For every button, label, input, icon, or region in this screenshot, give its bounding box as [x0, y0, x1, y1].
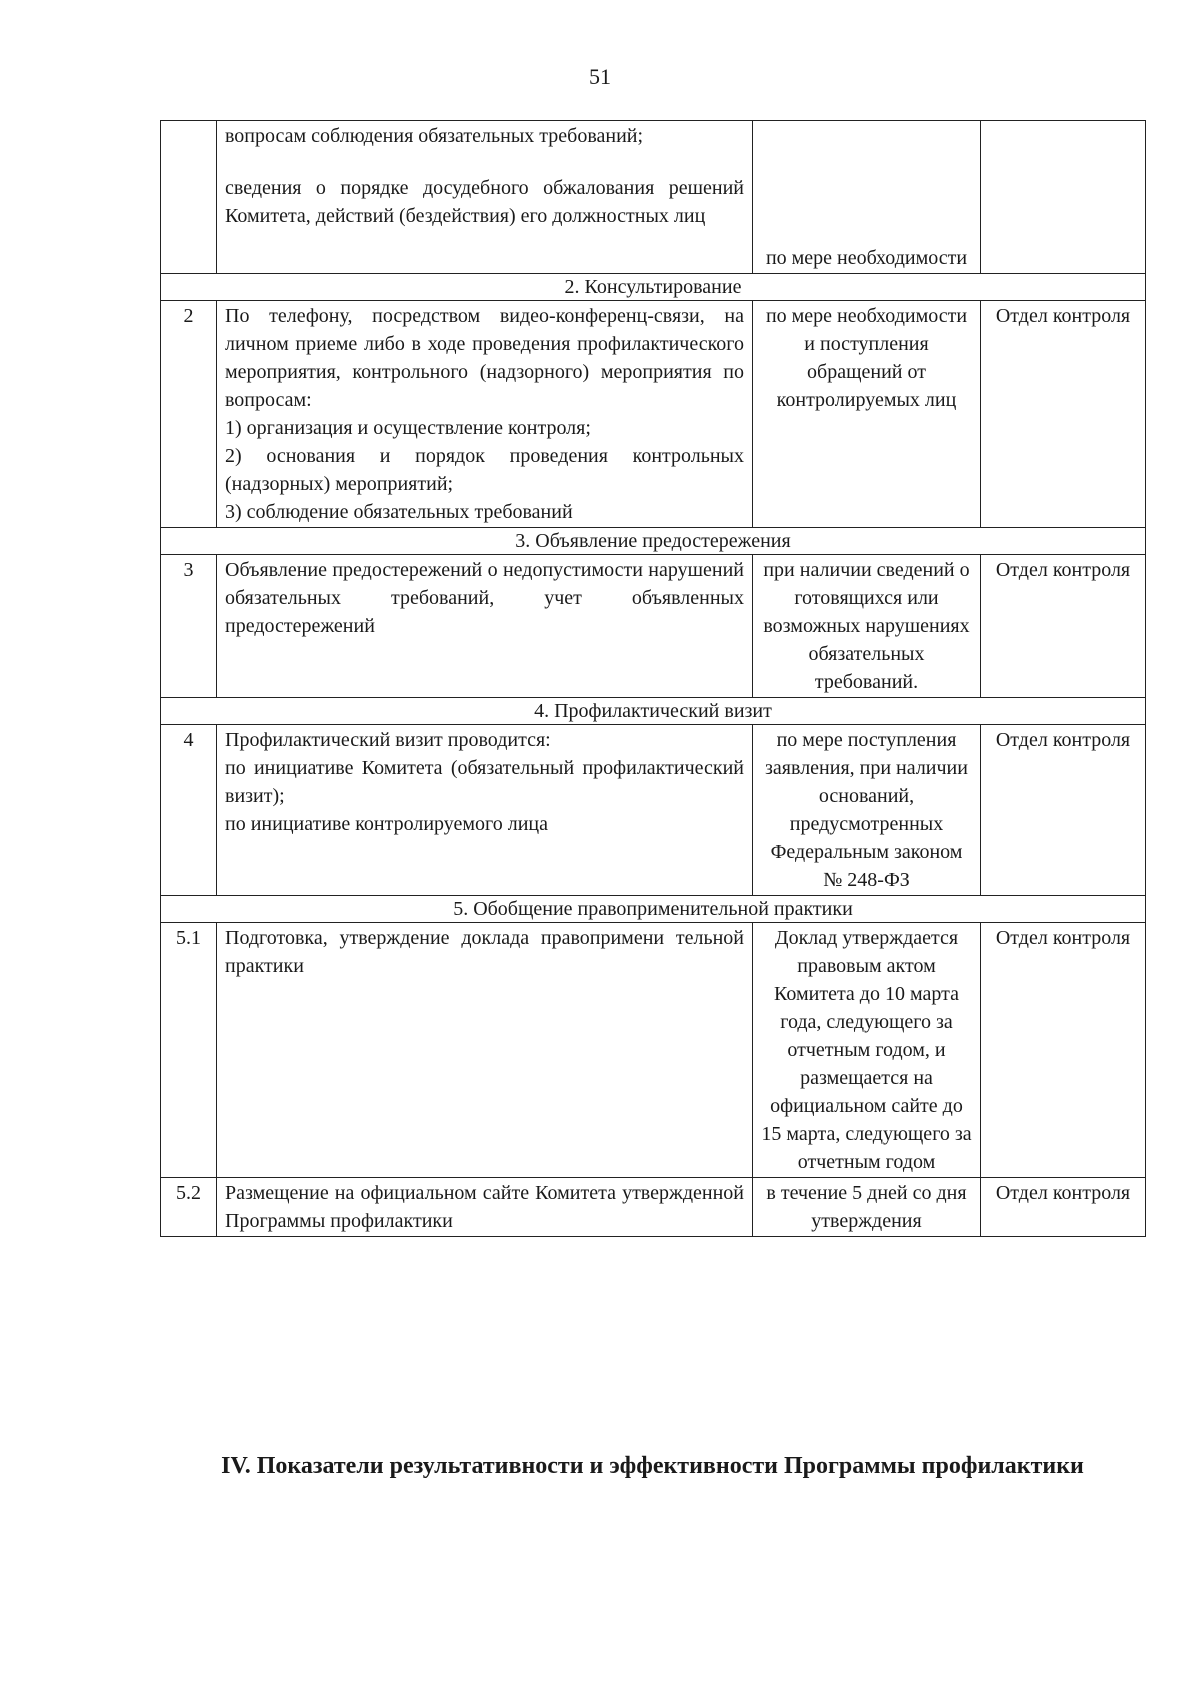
row-term: Доклад утверждается правовым актом Комитета до 10 марта года, следующего за отчетным годом, и размещается на официальном сайте до 15 марта, следующего за отчетным годом: [753, 923, 981, 1178]
row-description: [217, 923, 753, 1178]
table-row: [161, 923, 1146, 1178]
row-responsible: Отдел контроля: [981, 555, 1146, 698]
measures-table: [160, 120, 1145, 1237]
row-term: при наличии сведений о готовящихся или возможных нарушениях обязательных требований.: [753, 555, 981, 698]
table-row: [161, 1178, 1146, 1237]
section-heading: IV. Показатели результативности и эффективности Программы профилактики: [221, 1453, 1084, 1479]
section-title: 4. Профилактический визит: [161, 698, 1146, 725]
row-term: по мере необходимости и поступления обращений от контролируемых лиц: [753, 301, 981, 528]
description-item: по инициативе контролируемого лица: [225, 813, 549, 835]
continuation-line: сведения о порядке досудебного обжалования решений Комитета, действий (бездействия) его должностных лиц: [225, 177, 744, 227]
description-text: Размещение на официальном сайте Комитета утвержденной Программы профилактики: [225, 1182, 744, 1232]
row-number: 5.2: [161, 1178, 217, 1237]
section-title-row: [161, 896, 1146, 923]
description-item: по инициативе Комитета (обязательный профилактический визит);: [225, 757, 744, 807]
description-item: 3) соблюдение обязательных требований: [225, 501, 573, 523]
description-text: Подготовка, утверждение доклада правопримени тельной практики: [225, 927, 744, 977]
continuation-line: вопросам соблюдения обязательных требований;: [225, 125, 644, 147]
description-text: Объявление предостережений о недопустимости нарушений обязательных требований, учет объявленных предостережений: [225, 559, 744, 637]
row-number: 5.1: [161, 923, 217, 1178]
row-description: [217, 1178, 753, 1237]
table-row: [161, 555, 1146, 698]
row-responsible: Отдел контроля: [981, 725, 1146, 896]
row-responsible: Отдел контроля: [981, 301, 1146, 528]
row-responsible: Отдел контроля: [981, 1178, 1146, 1237]
section-title: 5. Обобщение правоприменительной практики: [161, 896, 1146, 923]
row-responsible: Отдел контроля: [981, 923, 1146, 1178]
row-term: по мере поступления заявления, при наличии оснований, предусмотренных Федеральным законом № 248-ФЗ: [753, 725, 981, 896]
description-item: 1) организация и осуществление контроля;: [225, 417, 591, 439]
row-description: [217, 301, 753, 528]
row-term: в течение 5 дней со дня утверждения: [753, 1178, 981, 1237]
section-title-row: [161, 698, 1146, 725]
row-description: [217, 121, 753, 274]
table-row: [161, 301, 1146, 528]
table-row: [161, 725, 1146, 896]
row-number: 4: [161, 725, 217, 896]
row-responsible: [981, 121, 1146, 274]
row-number: 3: [161, 555, 217, 698]
section-title-row: [161, 274, 1146, 301]
table-row: [161, 121, 1146, 274]
row-number: [161, 121, 217, 274]
description-text: По телефону, посредством видео-конференц-связи, на личном приеме либо в ходе проведения профилактического мероприятия, контрольного (надзорного) мероприятия по вопросам:: [225, 305, 744, 411]
section-title: 3. Объявление предостережения: [161, 528, 1146, 555]
section-title: 2. Консультирование: [161, 274, 1146, 301]
description-item: 2) основания и порядок проведения контрольных (надзорных) мероприятий;: [225, 445, 744, 495]
page-number: 51: [589, 64, 611, 89]
row-term: по мере необходимости: [753, 121, 981, 274]
row-number: 2: [161, 301, 217, 528]
description-text: Профилактический визит проводится:: [225, 729, 551, 751]
section-title-row: [161, 528, 1146, 555]
row-description: [217, 555, 753, 698]
row-description: [217, 725, 753, 896]
